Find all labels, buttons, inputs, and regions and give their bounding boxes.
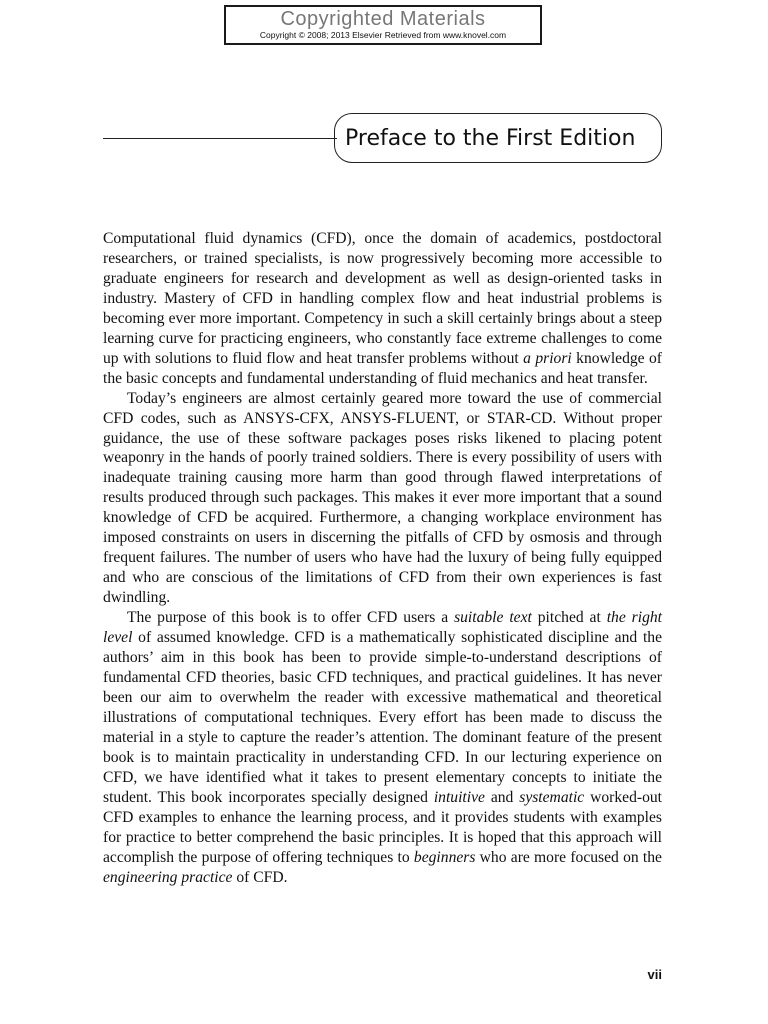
text-run: Today’s engineers are almost certainly geared more toward the use of commercial CFD codes, such as ANSYS-CFX, ANSYS-FLUENT, or STAR-CD. Without proper guidance, the use of these software packages poses risks likened to placing potent weaponry in the hands of poorly trained soldiers. There is every possibility of users with inadequate training causing more harm than good through flawed interpretations of results produced through such packages. This makes it ever more important that a sound knowledge of CFD be acquired. Furthermore, a changing workplace environment has imposed constraints on users in discerning the pitfalls of CFD by osmosis and through frequent failures. The number of users who have had the luxury of being fully equipped and who are conscious of the limitations of CFD from their own experiences is fast dwindling. bbox=[103, 389, 662, 607]
text-run: who are more focused on the bbox=[475, 848, 662, 866]
text-run: worked-out CFD examples to enhance the learning process, and it provides students with examples for practice to better comprehend the basic principles. It is hoped that this approach will accomplish the purpose of offering techniques to bbox=[103, 788, 662, 866]
text-run: of assumed knowledge. CFD is a mathematically sophisticated discipline and the authors’ aim in this book has been to provide simple-to-understand descriptions of fundamental CFD theories, basic CFD techniques, and practical guidelines. It has never been our aim to overwhelm the reader with excessive mathematical and theoretical illustrations of computational techniques. Every effort has been made to discuss the material in a style to capture the reader’s attention. The dominant feature of the present book is to maintain practicality in understanding CFD. In our lecturing experience on CFD, we have identified what it takes to present elementary concepts to initiate the student. This book incorporates specially designed bbox=[103, 629, 662, 806]
text-run: knowledge of the basic concepts and fundamental understanding of fluid mechanics and heat transfer. bbox=[103, 349, 662, 387]
italic-run: engineering practice bbox=[103, 868, 233, 886]
italic-run: intuitive bbox=[433, 788, 485, 806]
italic-run: suitable text bbox=[454, 609, 532, 627]
page-number: vii bbox=[647, 967, 662, 982]
preface-body bbox=[103, 229, 662, 887]
body-paragraph bbox=[103, 608, 662, 887]
stamp-title: Copyrighted Materials bbox=[280, 8, 486, 30]
text-run: and bbox=[484, 788, 520, 806]
italic-run: a priori bbox=[523, 349, 572, 367]
italic-run: systematic bbox=[519, 788, 585, 806]
text-run: pitched at bbox=[531, 609, 607, 627]
copyright-stamp bbox=[224, 5, 542, 45]
italic-run: the right level bbox=[103, 609, 662, 647]
text-run: of CFD. bbox=[232, 868, 288, 886]
chapter-title: Preface to the First Edition bbox=[345, 125, 636, 151]
heading-rule bbox=[103, 138, 337, 139]
chapter-heading-box bbox=[334, 113, 662, 163]
italic-run: beginners bbox=[413, 848, 476, 866]
text-run: Computational fluid dynamics (CFD), once the domain of academics, postdoctoral researchers, or trained specialists, is now progressively becoming more accessible to graduate engineers for research and development as well as design-oriented tasks in industry. Mastery of CFD in handling complex flow and heat industrial problems is becoming ever more important. Competency in such a skill certainly brings about a steep learning curve for practicing engineers, who constantly face extreme challenges to come up with solutions to fluid flow and heat transfer problems without bbox=[103, 230, 662, 367]
text-run: The purpose of this book is to offer CFD users a bbox=[127, 609, 455, 627]
body-paragraph bbox=[103, 389, 662, 608]
body-paragraph bbox=[103, 229, 662, 389]
stamp-notice: Copyright © 2008; 2013 Elsevier Retrieved from www.knovel.com bbox=[259, 30, 507, 40]
